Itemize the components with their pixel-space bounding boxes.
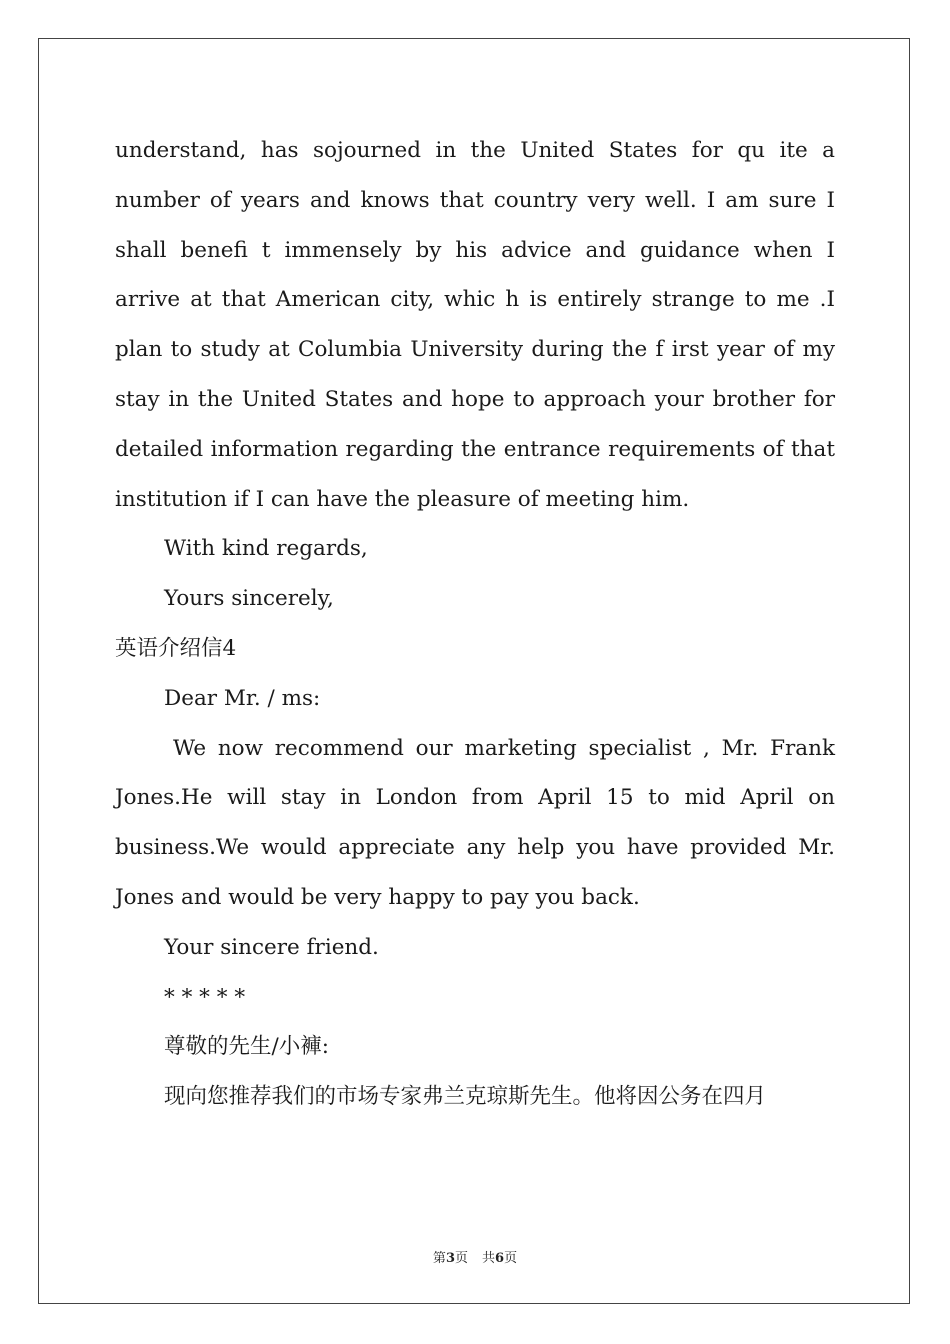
cn-paragraph: 现向您推荐我们的市场专家弗兰克琼斯先生。他将因公务在四月 [164, 1084, 767, 1110]
footer-total-suffix: 页 [504, 1251, 518, 1266]
footer-page-total: 6 [495, 1251, 505, 1266]
paragraph-letter-body: understand, has sojourned in the United States for qu ite a number of years and knows that country very well. I am sure I shall benefi t immensely by his advice and guidance when I arrive at that American city, whic h is entirely strange to me .I plan to study at Columbia University during the f irst year of my stay in the United States and hope to approach your brother for detailed information regarding the entrance requirements of that institution if I can have the pleasure of meeting him. [115, 138, 835, 512]
page-footer [0, 1247, 950, 1266]
footer-total-prefix: 共 [482, 1251, 496, 1266]
closing-friend: Your sincere friend. [164, 934, 379, 960]
separator-asterisks: * * * * * [164, 984, 246, 1010]
footer-page-current: 3 [445, 1251, 455, 1266]
salutation: Dear Mr. / ms: [164, 685, 321, 711]
footer-page-prefix: 第 [432, 1251, 446, 1266]
footer-page-suffix: 页 [454, 1251, 468, 1266]
closing-regards: With kind regards, [164, 536, 368, 562]
document-body [115, 126, 835, 1122]
paragraph-recommendation: We now recommend our marketing specialist , Mr. Frank Jones.He will stay in London from April 15 to mid April on business.We would appreciate any help you have provided Mr. Jones and would be very happy to pay you back. [115, 735, 835, 910]
closing-signoff: Yours sincerely, [164, 586, 334, 612]
section-heading: 英语介绍信4 [115, 635, 237, 661]
cn-salutation: 尊敬的先生/小褲: [164, 1034, 329, 1060]
